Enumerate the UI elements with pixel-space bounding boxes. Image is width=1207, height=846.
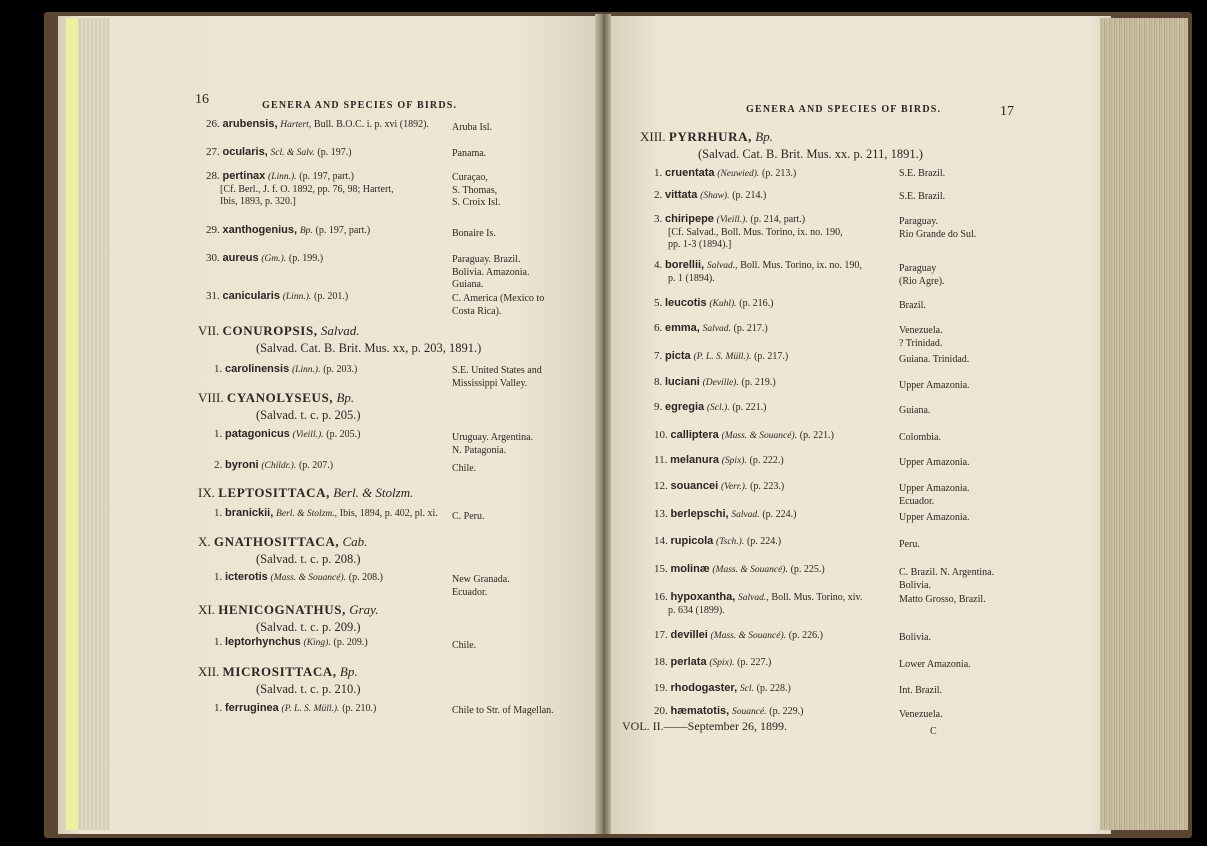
entry-number: 26. (206, 118, 220, 130)
genus-author: Bp. (339, 664, 358, 679)
distribution: Chile. (452, 463, 477, 474)
genus-heading (198, 323, 360, 339)
species-author: (Linn.). (268, 172, 297, 182)
species-name: calliptera (670, 429, 719, 441)
distribution: Guiana. (899, 405, 931, 416)
genus-name: CYANOLYSEUS, (226, 390, 334, 405)
species-reference: (p. 203.) (323, 364, 358, 375)
species-entry (214, 363, 357, 377)
entry-number: 14. (654, 535, 668, 547)
species-name: berlepschi, (670, 508, 729, 520)
genus-author: Cab. (342, 534, 368, 549)
distribution: S. Thomas, (452, 184, 498, 196)
genus-heading (198, 390, 354, 406)
genus-number: XII. (198, 664, 220, 679)
right-page-edges (1100, 18, 1188, 830)
distribution: Brazil. (899, 300, 926, 311)
distribution: Paraguay. Brazil. (452, 254, 521, 265)
species-name: leptorhynchus (225, 636, 301, 648)
distribution: Mississippi Valley. (452, 377, 528, 389)
distribution: Bolivia. Amazonia. (452, 266, 530, 278)
species-entry (654, 189, 766, 203)
species-reference: (p. 221.) (732, 402, 767, 413)
species-entry (206, 146, 352, 160)
species-reference: Ibis, 1894, p. 402, pl. xi. (339, 508, 438, 519)
species-name: cruentata (665, 167, 715, 179)
distribution: S.E. Brazil. (899, 168, 946, 179)
species-author: Berl. & Stolzm., (276, 509, 338, 519)
species-reference: (p. 226.) (788, 630, 823, 641)
species-author: Salvad. (731, 510, 760, 520)
distribution: (Rio Agre). (899, 275, 945, 287)
species-reference: Boll. Mus. Torino, xiv. (771, 592, 863, 603)
entry-number: 15. (654, 563, 668, 575)
distribution: Curaçao, (452, 172, 488, 183)
distribution: Guiana. (452, 279, 484, 290)
distribution: Upper Amazonia. (899, 457, 970, 468)
genus-heading (640, 129, 773, 145)
species-reference: (p. 197, part.) (299, 171, 355, 182)
species-entry (654, 629, 823, 643)
species-reference: Boll. Mus. Torino, ix. no. 190, (740, 260, 862, 271)
distribution: Matto Grosso, Brazil. (899, 594, 986, 605)
species-entry (654, 297, 773, 311)
distribution: Venezuela. (899, 325, 943, 336)
entry-number: 1. (214, 702, 223, 714)
species-reference: (p. 209.) (333, 637, 368, 648)
species-name: pertinax (222, 170, 266, 182)
genus-name: PYRRHURA, (668, 129, 752, 144)
species-reference: (p. 222.) (749, 455, 784, 466)
entry-number: 27. (206, 146, 220, 158)
species-name: perlata (670, 656, 707, 668)
species-reference-note: [Cf. Berl., J. f. O. 1892, pp. 76, 98; Hartert, (220, 184, 394, 195)
species-author: Scl. & Salv. (270, 148, 315, 158)
species-entry (654, 591, 862, 605)
species-author: (Kuhl). (709, 299, 737, 309)
species-author: (Spix). (721, 456, 747, 466)
entry-number: 5. (654, 297, 663, 309)
entry-number: 2. (214, 459, 223, 471)
species-reference: (p. 214.) (732, 190, 767, 201)
entry-number: 1. (214, 636, 223, 648)
genus-author: Salvad. (320, 323, 360, 338)
distribution: Upper Amazonia. (899, 483, 970, 494)
species-reference: (p. 197.) (317, 147, 352, 158)
running-head: GENERA AND SPECIES OF BIRDS. (746, 104, 942, 115)
species-name: xanthogenius, (222, 224, 298, 236)
species-reference: (p. 217.) (733, 323, 768, 334)
distribution: Lower Amazonia. (899, 659, 971, 670)
entry-number: 13. (654, 508, 668, 520)
distribution: Aruba Isl. (452, 122, 492, 133)
species-reference: (p. 224.) (746, 536, 782, 547)
entry-number: 3. (654, 213, 663, 225)
catalogue-reference: (Salvad. Cat. B. Brit. Mus. xx. p. 211, 1891.) (698, 147, 923, 161)
entry-number: 20. (654, 705, 668, 717)
species-author: (Spix). (709, 658, 735, 668)
species-entry (654, 429, 834, 443)
distribution: Rio Grande do Sul. (899, 228, 977, 240)
genus-number: IX. (198, 485, 215, 500)
distribution: S.E. Brazil. (899, 191, 946, 202)
species-reference-note: p. 634 (1899). (668, 605, 725, 616)
distribution: C. America (Mexico to (452, 293, 545, 304)
distribution: Bolivia. (899, 579, 931, 591)
species-name: carolinensis (225, 363, 290, 375)
species-reference: Bull. B.O.C. i. p. xvi (1892). (313, 119, 429, 130)
distribution: Venezuela. (899, 709, 943, 720)
species-author: Hartert, (280, 120, 312, 130)
distribution: Ecuador. (899, 495, 935, 507)
species-author: (Mass. & Souancé). (721, 431, 798, 441)
species-author: Bp. (299, 226, 313, 236)
species-name: souancei (670, 480, 719, 492)
distribution: Upper Amazonia. (899, 512, 970, 523)
species-reference: (p. 199.) (288, 253, 324, 264)
species-reference: (p. 217.) (754, 351, 789, 362)
page-number: 16 (195, 92, 209, 107)
distribution: Bolivia. (899, 632, 931, 643)
species-entry (654, 480, 784, 494)
distribution: Int. Brazil. (899, 685, 943, 696)
species-author: (Vieill.). (716, 215, 748, 225)
entry-number: 1. (214, 571, 223, 583)
running-head: GENERA AND SPECIES OF BIRDS. (262, 100, 458, 111)
catalogue-reference: (Salvad. Cat. B. Brit. Mus. xx, p. 203, 1891.) (256, 341, 482, 355)
species-entry (654, 401, 767, 415)
species-reference-note: p. 1 (1894). (668, 273, 715, 284)
species-entry (654, 705, 803, 719)
species-name: chiripepe (665, 213, 714, 225)
distribution: S.E. United States and (452, 365, 542, 376)
species-entry (214, 636, 368, 650)
distribution: Peru. (899, 539, 920, 550)
genus-heading (198, 534, 367, 550)
genus-heading (198, 602, 378, 618)
species-reference: (p. 213.) (761, 168, 797, 179)
entry-number: 17. (654, 629, 668, 641)
species-name: picta (665, 350, 691, 362)
species-author: Salvad. (702, 324, 731, 334)
signature-mark: C (930, 726, 937, 737)
species-author: Salvad., (738, 593, 769, 603)
distribution: Panama. (452, 148, 487, 159)
species-reference: (p. 219.) (741, 377, 776, 388)
genus-number: VIII. (198, 390, 224, 405)
catalogue-reference: (Salvad. t. c. p. 205.) (256, 408, 361, 422)
species-author: Salvad., (706, 261, 738, 271)
distribution: Costa Rica). (452, 305, 502, 317)
species-name: aureus (222, 252, 259, 264)
species-entry (214, 571, 383, 585)
species-entry (654, 167, 796, 181)
species-name: canicularis (222, 290, 280, 302)
distribution: Guiana. Trinidad. (899, 354, 970, 365)
species-reference: (p. 205.) (326, 429, 361, 440)
species-reference: (p. 223.) (750, 481, 785, 492)
entry-number: 1. (654, 167, 663, 179)
species-author: (Childr.). (261, 461, 297, 471)
species-name: rupicola (670, 535, 714, 547)
species-reference: (p. 208.) (348, 572, 383, 583)
entry-number: 19. (654, 682, 668, 694)
species-reference: (p. 201.) (313, 291, 349, 302)
species-reference: (p. 221.) (799, 430, 834, 441)
species-author: (Vieill.). (292, 430, 324, 440)
species-name: devillei (670, 629, 708, 641)
species-entry (654, 656, 771, 670)
distribution: Chile. (452, 640, 477, 651)
species-author: (King). (303, 638, 331, 648)
species-author: (Tsch.). (716, 537, 745, 547)
genus-number: XIII. (640, 129, 666, 144)
entry-number: 1. (214, 428, 223, 440)
species-author: Souancé. (731, 707, 767, 717)
species-reference: (p. 197, part.) (315, 225, 371, 236)
entry-number: 11. (654, 454, 668, 466)
genus-number: X. (198, 534, 211, 549)
distribution: Uruguay. Argentina. (452, 432, 534, 443)
entry-number: 28. (206, 170, 220, 182)
distribution: Paraguay (899, 263, 937, 274)
distribution: C. Brazil. N. Argentina. (899, 567, 995, 578)
species-name: patagonicus (225, 428, 290, 440)
distribution: New Granada. (452, 574, 510, 585)
entry-number: 1. (214, 507, 223, 519)
page-number: 17 (1000, 104, 1014, 119)
species-name: arubensis, (222, 118, 278, 130)
species-entry (214, 459, 333, 473)
genus-author: Bp. (336, 390, 355, 405)
distribution: Paraguay. (899, 216, 939, 227)
genus-number: XI. (198, 602, 215, 617)
genus-heading (198, 485, 413, 501)
genus-heading (198, 664, 358, 680)
species-reference-note: pp. 1-3 (1894).] (668, 239, 732, 250)
species-author: (P. L. S. Müll.). (693, 352, 752, 362)
left-page-edges (78, 18, 110, 830)
genus-author: Berl. & Stolzm. (333, 485, 414, 500)
species-name: egregia (665, 401, 705, 413)
genus-name: HENICOGNATHUS, (218, 602, 346, 617)
entry-number: 18. (654, 656, 668, 668)
species-reference: (p. 224.) (762, 509, 797, 520)
book-gutter (595, 14, 611, 834)
entry-number: 2. (654, 189, 663, 201)
genus-number: VII. (198, 323, 220, 338)
species-author: (P. L. S. Müll.). (281, 704, 340, 714)
species-entry (654, 682, 791, 696)
species-name: melanura (670, 454, 720, 466)
catalogue-reference: (Salvad. t. c. p. 208.) (256, 552, 361, 566)
page-edge-marker (66, 18, 78, 830)
entry-number: 30. (206, 252, 220, 264)
species-author: (Mass. & Souancé). (710, 631, 787, 641)
species-reference: (p. 229.) (769, 706, 804, 717)
species-author: (Mass. & Souancé). (270, 573, 347, 583)
species-entry (214, 428, 360, 442)
species-name: luciani (665, 376, 700, 388)
entry-number: 31. (206, 290, 220, 302)
genus-author: Gray. (349, 602, 379, 617)
species-entry (654, 350, 788, 364)
entry-number: 1. (214, 363, 223, 375)
species-entry (654, 563, 825, 577)
genus-author: Bp. (755, 129, 773, 144)
species-name: molinæ (670, 563, 710, 575)
entry-number: 16. (654, 591, 668, 603)
catalogue-reference: (Salvad. t. c. p. 210.) (256, 682, 361, 696)
distribution: ? Trinidad. (899, 337, 943, 349)
species-reference: (p. 228.) (756, 683, 791, 694)
entry-number: 8. (654, 376, 663, 388)
entry-number: 10. (654, 429, 668, 441)
species-entry (214, 507, 438, 521)
species-entry (214, 702, 376, 716)
distribution: Ecuador. (452, 586, 488, 598)
species-entry (206, 224, 370, 238)
species-entry (206, 290, 348, 304)
genus-name: LEPTOSITTACA, (218, 485, 330, 500)
entry-number: 12. (654, 480, 668, 492)
species-reference: (p. 227.) (737, 657, 772, 668)
species-entry (654, 259, 862, 273)
species-name: rhodogaster, (670, 682, 738, 694)
species-name: byroni (225, 459, 259, 471)
species-author: (Deville). (702, 378, 739, 388)
species-entry (654, 535, 781, 549)
species-name: leucotis (665, 297, 707, 309)
distribution: Bonaire Is. (452, 228, 496, 239)
species-author: (Scl.). (706, 403, 730, 413)
species-entry (654, 322, 768, 336)
species-reference: (p. 216.) (739, 298, 774, 309)
entry-number: 9. (654, 401, 663, 413)
species-entry (206, 252, 323, 266)
species-author: (Shaw). (700, 191, 730, 201)
entry-number: 6. (654, 322, 663, 334)
species-entry (206, 170, 354, 184)
species-reference: (p. 214, part.) (750, 214, 806, 225)
entry-number: 7. (654, 350, 663, 362)
species-reference: (p. 210.) (342, 703, 377, 714)
species-reference-note: Ibis, 1893, p. 320.] (220, 196, 296, 207)
distribution: C. Peru. (452, 511, 485, 522)
entry-number: 4. (654, 259, 663, 271)
species-reference: (p. 225.) (790, 564, 825, 575)
species-entry (654, 508, 796, 522)
species-name: borellii, (665, 259, 705, 271)
species-entry (206, 118, 429, 132)
species-author: (Verr.). (720, 482, 748, 492)
catalogue-reference: (Salvad. t. c. p. 209.) (256, 620, 361, 634)
species-entry (654, 454, 784, 468)
genus-name: MICROSITTACA, (222, 664, 337, 679)
distribution: Chile to Str. of Magellan. (452, 705, 554, 716)
volume-footer: VOL. II.——September 26, 1899. (622, 719, 787, 733)
species-author: (Neuwied). (717, 169, 760, 179)
genus-name: CONUROPSIS, (222, 323, 318, 338)
species-author: (Gm.). (261, 254, 287, 264)
species-name: branickii, (225, 507, 274, 519)
distribution: N. Patagonia. (452, 444, 507, 456)
species-name: emma, (665, 322, 700, 334)
species-author: Scl. (739, 684, 754, 694)
species-name: ferruginea (225, 702, 279, 714)
species-name: hæmatotis, (670, 705, 730, 717)
species-author: (Linn.). (291, 365, 321, 375)
species-entry (654, 376, 776, 390)
species-name: vittata (665, 189, 698, 201)
genus-name: GNATHOSITTACA, (213, 534, 340, 549)
species-author: (Linn.). (282, 292, 312, 302)
species-name: icterotis (225, 571, 268, 583)
species-name: ocularis, (222, 146, 268, 158)
entry-number: 29. (206, 224, 220, 236)
species-name: hypoxantha, (670, 591, 736, 603)
species-author: (Mass. & Souancé). (712, 565, 788, 575)
species-entry (654, 213, 805, 227)
distribution: S. Croix Isl. (452, 197, 501, 208)
species-reference: (p. 207.) (298, 460, 334, 471)
distribution: Colombia. (899, 432, 941, 443)
distribution: Upper Amazonia. (899, 380, 970, 391)
species-reference-note: [Cf. Salvad., Boll. Mus. Torino, ix. no. 190, (668, 227, 843, 238)
